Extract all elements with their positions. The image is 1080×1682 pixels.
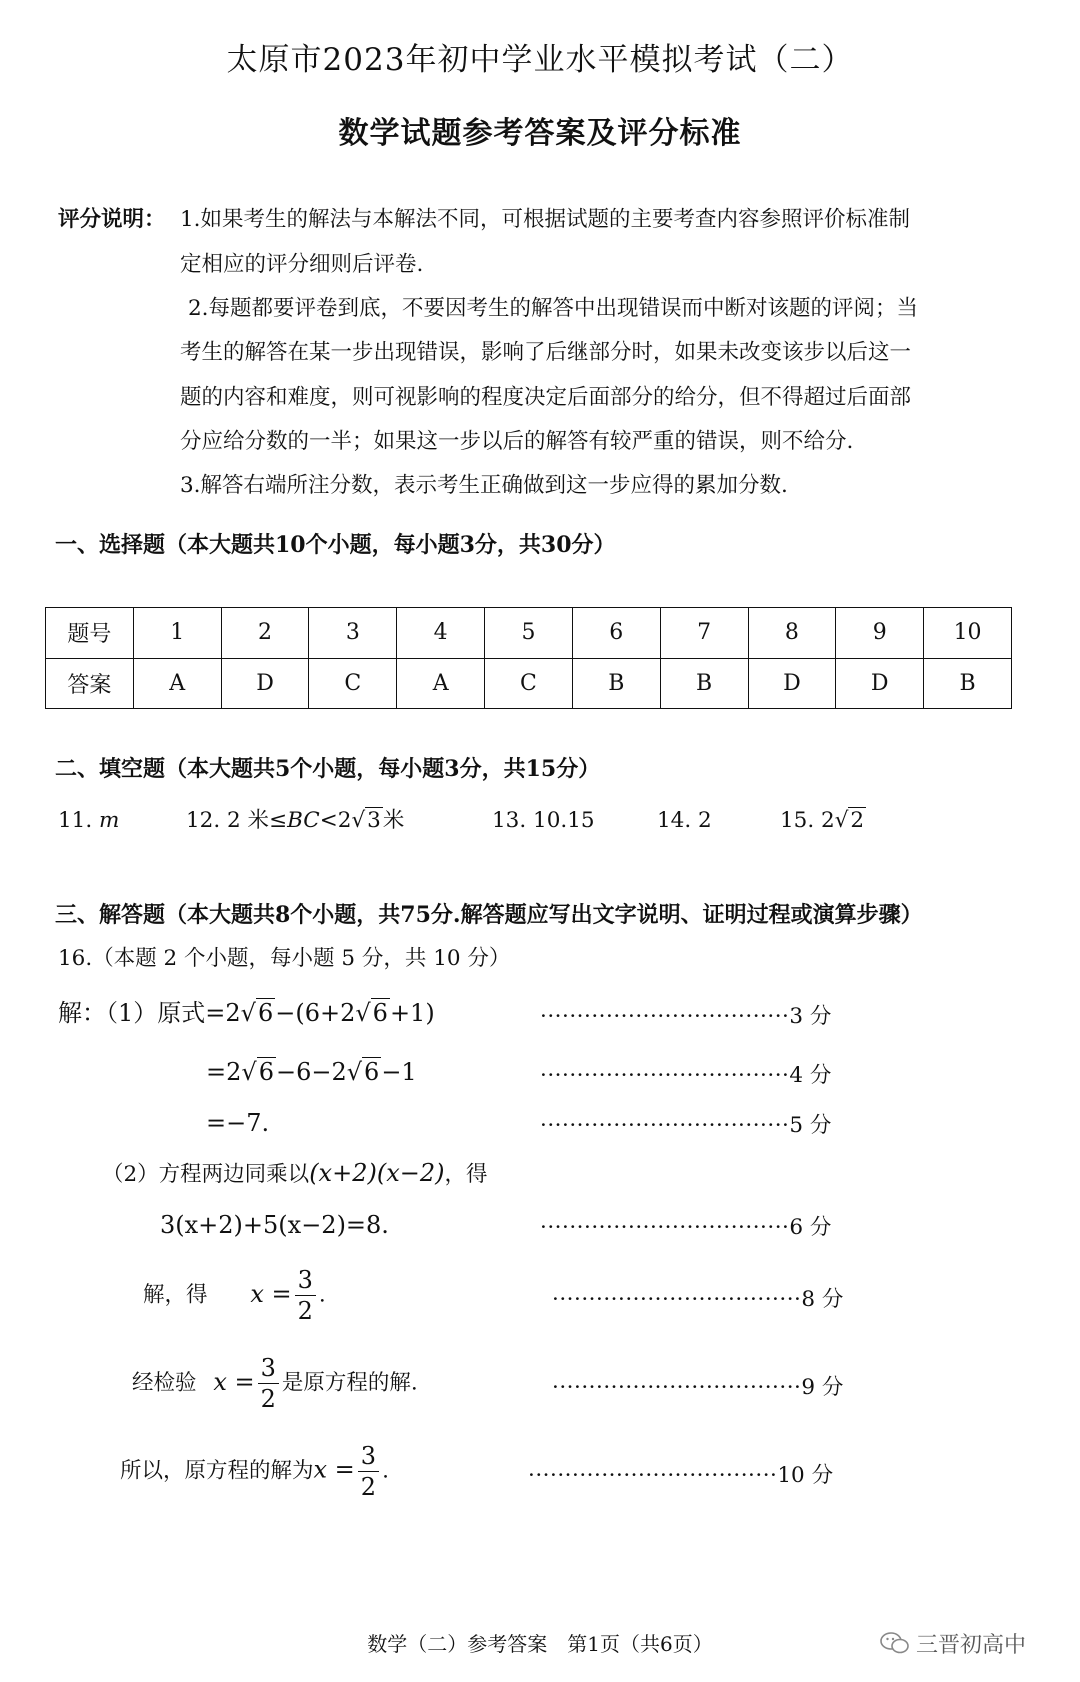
table-cell: 8: [748, 608, 836, 659]
period: .: [318, 1282, 326, 1308]
conclusion-label: 所以，原方程的解为: [120, 1458, 314, 1484]
answer-table: [45, 607, 1012, 709]
score: 6 分: [789, 1215, 832, 1240]
step-2-part: =2: [206, 1058, 242, 1086]
fraction: [258, 1356, 279, 1411]
leader-dots: ··································: [528, 1463, 778, 1488]
score-line-2: [540, 1064, 831, 1088]
notes-line-6: 分应给分数的一半；如果这一步以后的解答有较严重的错误，则不给分.: [180, 429, 854, 454]
answer-12-bc: BC: [287, 808, 320, 833]
sqrt-symbol: √: [241, 1058, 257, 1086]
verification-text: 是原方程的解.: [281, 1370, 418, 1396]
notes-line-4: 考生的解答在某一步出现错误，影响了后继部分时，如果未改变该步以后这一: [180, 340, 912, 365]
solve-result-label: 解，得: [143, 1282, 208, 1308]
table-cell: C: [485, 658, 573, 709]
table-cell: 5: [485, 608, 573, 659]
score-line-1: [540, 1005, 831, 1029]
leader-dots: ··································: [540, 1063, 790, 1088]
sqrt-symbol: √: [351, 808, 366, 833]
score: 10 分: [777, 1463, 834, 1488]
table-cell: 4: [397, 608, 485, 659]
q16-title: 16.（本题 2 个小题，每小题 5 分，共 10 分）: [58, 946, 511, 971]
answer-12: [186, 809, 404, 833]
sqrt-symbol: √: [355, 999, 371, 1027]
answer-11: [58, 809, 119, 833]
conclusion: [120, 1444, 389, 1499]
leader-dots: ··································: [552, 1375, 802, 1400]
table-row: [46, 608, 1012, 659]
score: 8 分: [801, 1287, 844, 1312]
leader-dots: ··································: [540, 1004, 790, 1029]
fraction-denominator: 2: [260, 1385, 276, 1413]
section3-heading: 三、解答题（本大题共8个小题，共75分.解答题应写出文字说明、证明过程或演算步骤）: [55, 902, 923, 928]
document-title: 太原市2023年初中学业水平模拟考试（二）: [226, 42, 854, 78]
notes-line-2: 定相应的评分细则后评卷.: [180, 252, 424, 277]
watermark-text: 三晋初高中: [916, 1633, 1027, 1658]
part-2-label: （2）方程两边同乘以: [102, 1162, 310, 1187]
fraction-denominator: 2: [360, 1473, 377, 1501]
radicand: 6: [372, 999, 388, 1027]
answer-11-value: m: [99, 808, 120, 833]
table-cell: D: [836, 658, 924, 709]
step-2-part: −1: [381, 1058, 417, 1086]
table-cell: 3: [309, 608, 397, 659]
page-footer: 数学（二）参考答案 第1页（共6页）: [367, 1632, 713, 1656]
fraction: [295, 1268, 316, 1323]
document-subtitle: 数学试题参考答案及评分标准: [338, 116, 742, 151]
score: 9 分: [801, 1375, 844, 1400]
table-cell: 1: [133, 608, 221, 659]
solve-result: [143, 1268, 326, 1323]
leader-dots: ··································: [552, 1287, 802, 1312]
solve-label: 解：（1）原式=2: [58, 999, 241, 1027]
x-equals: x =: [250, 1279, 292, 1308]
radicand: 6: [258, 1058, 274, 1086]
answer-12-part-a: 2 米≤: [227, 808, 288, 833]
sqrt-symbol: √: [834, 808, 849, 833]
answer-11-number: 11.: [58, 808, 93, 833]
answer-15-radicand: 2: [850, 808, 865, 833]
fraction-numerator: 3: [295, 1268, 316, 1296]
x-equals: x =: [313, 1455, 355, 1484]
notes-line-3: 2.每题都要评卷到底，不要因考生的解答中出现错误而中断对该题的评阅；当: [188, 296, 919, 321]
table-cell: A: [397, 658, 485, 709]
step-1-part: −(6+2: [275, 999, 356, 1027]
notes-label: 评分说明：: [58, 207, 166, 232]
section1-heading: 一、选择题（本大题共10个小题，每小题3分，共30分）: [55, 532, 616, 558]
table-cell: B: [924, 658, 1012, 709]
period: .: [382, 1458, 389, 1484]
table-cell: C: [309, 658, 397, 709]
verification: [132, 1356, 418, 1411]
table-cell: B: [660, 658, 748, 709]
step-2: [206, 1060, 417, 1084]
part-2-factor: (x+2)(x−2): [309, 1159, 445, 1187]
notes-line-1: 1.如果考生的解法与本解法不同，可根据试题的主要考查内容参照评价标准制: [180, 207, 911, 232]
step-2-part: −6−2: [275, 1058, 347, 1086]
notes-line-5: 题的内容和难度，则可视影响的程度决定后面部分的给分，但不得超过后面部: [180, 385, 912, 410]
table-cell: D: [748, 658, 836, 709]
score: 3 分: [789, 1004, 832, 1029]
step-3: =−7.: [206, 1109, 270, 1137]
score-line-7: [528, 1464, 833, 1488]
table-cell: 10: [924, 608, 1012, 659]
table-header-cell: 题号: [46, 608, 134, 659]
fraction-denominator: 2: [297, 1297, 313, 1325]
equation: 3(x+2)+5(x−2)=8.: [160, 1211, 389, 1239]
sqrt-symbol: √: [346, 1058, 363, 1086]
step-1: [58, 1001, 435, 1025]
part-2-suffix: ，得: [444, 1162, 488, 1187]
table-cell: 6: [572, 608, 660, 659]
answer-15-number: 15. 2: [780, 808, 835, 833]
table-cell: 2: [221, 608, 309, 659]
x-equals: x =: [213, 1367, 255, 1396]
leader-dots: ··································: [540, 1113, 790, 1138]
notes-line-7: 3.解答右端所注分数，表示考生正确做到这一步应得的累加分数.: [180, 473, 788, 498]
answer-12-number: 12.: [186, 808, 221, 833]
table-cell: D: [221, 658, 309, 709]
table-cell: 9: [836, 608, 924, 659]
score-line-3: [540, 1114, 831, 1138]
answer-12-part-c: <2: [319, 808, 352, 833]
radicand: 6: [257, 999, 274, 1027]
verification-label: 经检验: [132, 1370, 197, 1396]
part-2-intro: [102, 1161, 487, 1187]
table-cell: B: [572, 658, 660, 709]
score-line-4: [540, 1216, 831, 1240]
answer-13: 13. 10.15: [492, 808, 595, 833]
answer-12-radicand: 3: [367, 808, 381, 833]
table-cell: A: [133, 658, 221, 709]
radicand: 6: [364, 1058, 380, 1086]
table-header-cell: 答案: [46, 658, 134, 709]
score-line-6: [552, 1376, 843, 1400]
fraction: [358, 1444, 379, 1499]
answer-15: [780, 809, 866, 833]
table-cell: 7: [660, 608, 748, 659]
fraction-numerator: 3: [358, 1444, 379, 1472]
leader-dots: ··································: [540, 1215, 790, 1240]
answer-14: 14. 2: [657, 808, 712, 833]
step-1-part: +1): [389, 999, 435, 1027]
answer-12-unit: 米: [382, 808, 405, 833]
sqrt-symbol: √: [240, 999, 256, 1027]
fraction-numerator: 3: [258, 1356, 279, 1384]
score: 4 分: [789, 1063, 832, 1088]
watermark: [880, 1628, 1026, 1661]
section2-heading: 二、填空题（本大题共5个小题，每小题3分，共15分）: [55, 756, 601, 782]
wechat-icon: [880, 1631, 910, 1661]
table-row: [46, 658, 1012, 709]
score-line-5: [552, 1288, 843, 1312]
score: 5 分: [789, 1113, 832, 1138]
